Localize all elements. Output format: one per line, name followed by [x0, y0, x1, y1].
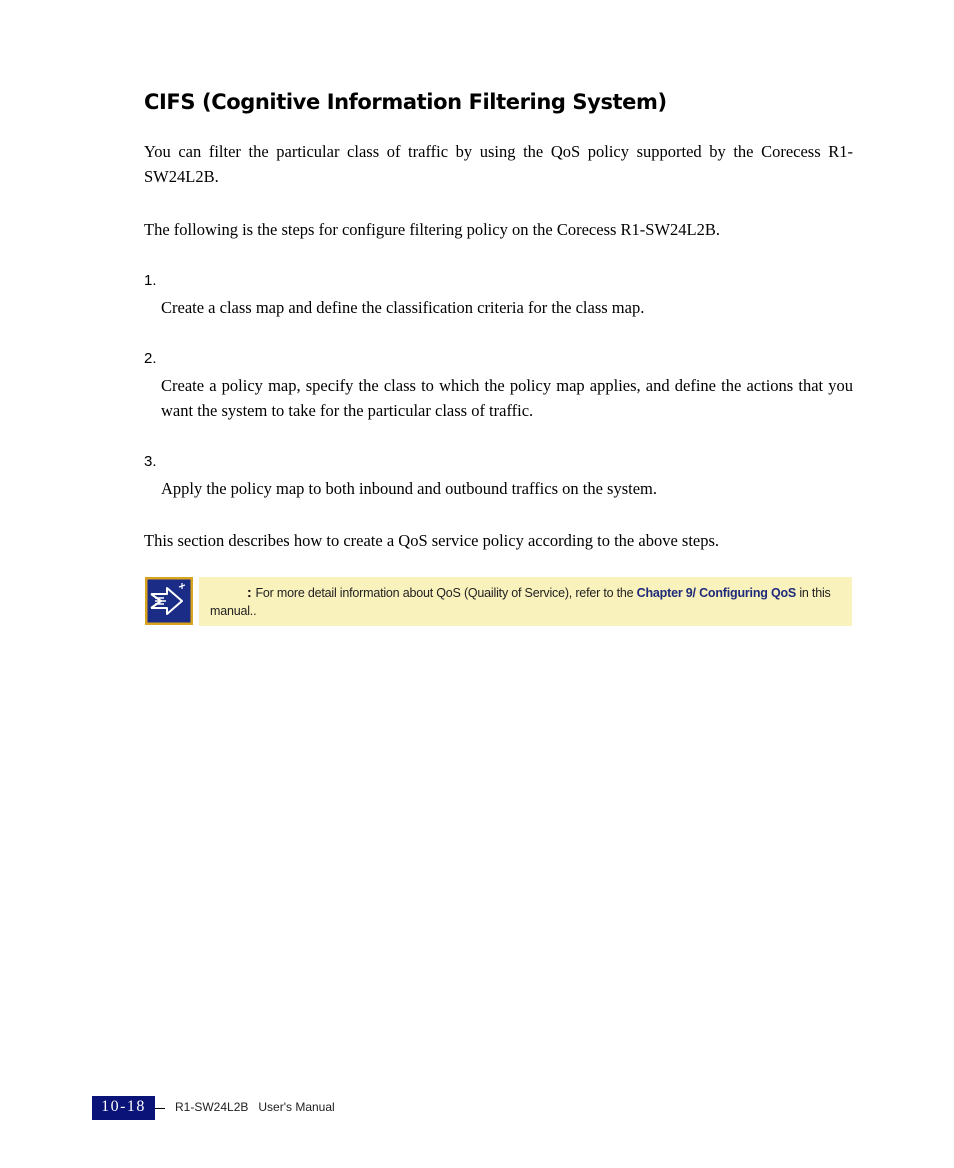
- step-number: 2.: [144, 350, 157, 367]
- section-heading: CIFS (Cognitive Information Filtering System): [144, 90, 667, 114]
- footer-divider: [155, 1108, 165, 1109]
- steps-intro-paragraph: The following is the steps for configure filtering policy on the Corecess R1-SW24L2B.: [144, 220, 721, 239]
- note-colon: :: [247, 584, 252, 600]
- note-box: [199, 577, 852, 626]
- closing-paragraph: This section describes how to create a QoS service policy according to the above steps.: [144, 531, 720, 550]
- step-number: 3.: [144, 453, 157, 470]
- footer-manual-title: R1-SW24L2B User's Manual: [175, 1100, 335, 1114]
- intro-paragraph: You can filter the particular class of traffic by using the QoS policy supported by the Corecess R1-SW24L2B.: [144, 142, 853, 186]
- page-number: 10-18: [92, 1096, 155, 1120]
- step-text: Create a class map and define the classification criteria for the class map.: [161, 298, 645, 317]
- note-text-end: in this manual..: [210, 586, 831, 618]
- note-arrow-icon: [145, 577, 193, 625]
- step-number: 1.: [144, 272, 157, 289]
- step-text: Create a policy map, specify the class to which the policy map applies, and define the actions that you want the system to take for the particular class of traffic.: [161, 376, 853, 420]
- step-text: Apply the policy map to both inbound and outbound traffics on the system.: [161, 479, 658, 498]
- chapter-reference-link[interactable]: Chapter 9/ Configuring QoS: [636, 586, 797, 600]
- note-text: For more detail information about QoS (Quaility of Service), refer to the: [255, 586, 637, 600]
